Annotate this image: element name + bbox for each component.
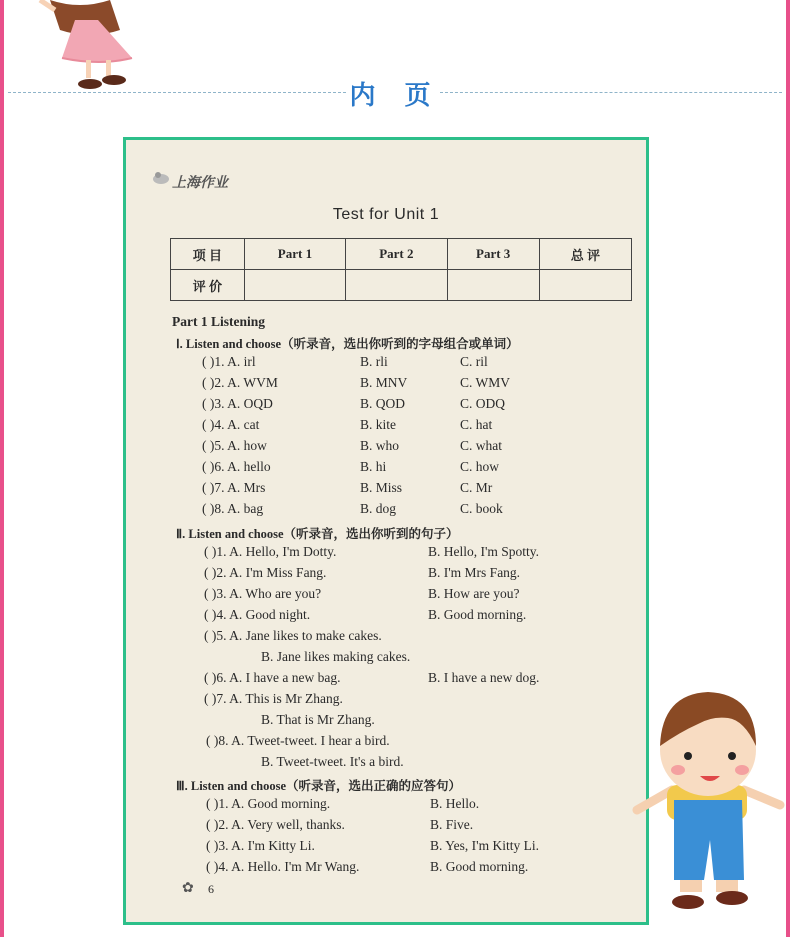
s1-item-4-b: B. kite (360, 417, 396, 432)
s1-item-4-a: ( )4. A. cat (202, 417, 260, 432)
s3-item-3-a: ( )3. A. I'm Kitty Li. (206, 838, 315, 853)
s1-item-4-c: C. hat (460, 417, 493, 432)
s2-item-1-b: B. Hello, I'm Spotty. (428, 544, 540, 559)
s1-item-5-a: ( )5. A. how (202, 438, 267, 453)
s3-item-4-a: ( )4. A. Hello. I'm Mr Wang. (206, 859, 360, 874)
eval-cell[interactable] (539, 270, 631, 301)
eval-header-part2: Part 2 (346, 239, 447, 270)
s1-item-7-a: ( )7. A. Mrs (202, 480, 266, 495)
s2-item-8-a: ( )8. A. Tweet-tweet. I hear a bird. (206, 733, 390, 748)
eval-header-total: 总 评 (539, 239, 631, 270)
s1-item-3-a: ( )3. A. OQD (202, 396, 273, 411)
eval-cell[interactable] (244, 270, 345, 301)
girl-illustration (20, 0, 150, 95)
header-divider-right (440, 92, 782, 93)
eval-header-part1: Part 1 (244, 239, 345, 270)
s1-item-1-c: C. ril (460, 354, 488, 369)
s1-item-5-c: C. what (460, 438, 502, 453)
s3-item-3-b: B. Yes, I'm Kitty Li. (430, 838, 539, 853)
part1-heading: Part 1 Listening (172, 314, 265, 329)
s2-item-7-b: B. That is Mr Zhang. (261, 712, 375, 727)
s2-item-4-a: ( )4. A. Good night. (204, 607, 311, 622)
s1-item-2-b: B. MNV (360, 375, 408, 390)
s2-item-5-a: ( )5. A. Jane likes to make cakes. (204, 628, 382, 643)
s2-item-5-b: B. Jane likes making cakes. (261, 649, 411, 664)
s2-item-6-a: ( )6. A. I have a new bag. (204, 670, 341, 685)
s2-item-8-b: B. Tweet-tweet. It's a bird. (261, 754, 404, 769)
brand-name: 上海作业 (172, 176, 228, 191)
brand-logo-icon (152, 170, 170, 184)
page-number: 6 (208, 882, 214, 896)
test-title: Test for Unit 1 (332, 206, 440, 223)
section-title: 内 页 (349, 81, 441, 111)
s1-item-3-c: C. ODQ (460, 396, 506, 411)
s1-item-2-c: C. WMV (460, 375, 511, 390)
s2-item-3-a: ( )3. A. Who are you? (204, 586, 322, 601)
left-border (0, 0, 4, 937)
eval-cell[interactable] (346, 270, 447, 301)
s2-item-7-a: ( )7. A. This is Mr Zhang. (204, 691, 343, 706)
header-divider-left (8, 92, 346, 93)
s2-item-1-a: ( )1. A. Hello, I'm Dotty. (204, 544, 337, 559)
s2-item-3-b: B. How are you? (428, 586, 520, 601)
s3-item-2-a: ( )2. A. Very well, thanks. (206, 817, 345, 832)
s1-item-8-a: ( )8. A. bag (202, 501, 264, 516)
s3-item-1-a: ( )1. A. Good morning. (206, 796, 331, 811)
eval-cell[interactable] (447, 270, 539, 301)
s1-item-1-a: ( )1. A. irl (202, 354, 256, 369)
worksheet-page (126, 140, 646, 922)
s1-item-8-c: C. book (460, 501, 503, 516)
s1-item-6-b: B. hi (360, 459, 387, 474)
s1-item-6-a: ( )6. A. hello (202, 459, 271, 474)
s2-item-6-b: B. I have a new dog. (428, 670, 540, 685)
s3-item-4-b: B. Good morning. (430, 859, 529, 874)
evaluation-table (170, 238, 632, 301)
s2-item-2-a: ( )2. A. I'm Miss Fang. (204, 565, 327, 580)
s3-item-1-b: B. Hello. (430, 796, 480, 811)
boy-illustration (632, 680, 787, 920)
section2-heading: Ⅱ. Listen and choose（听录音，选出你听到的句子） (176, 527, 459, 541)
s1-item-8-b: B. dog (360, 501, 397, 516)
paw-icon: ✿ (182, 881, 194, 896)
eval-row-label: 评 价 (171, 270, 245, 301)
worksheet-frame (123, 137, 649, 925)
s1-item-7-b: B. Miss (360, 480, 403, 495)
s1-item-7-c: C. Mr (460, 480, 493, 495)
s1-item-6-c: C. how (460, 459, 500, 474)
s2-item-4-b: B. Good morning. (428, 607, 527, 622)
section3-heading: Ⅲ. Listen and choose（听录音，选出正确的应答句） (176, 779, 462, 793)
eval-header-part3: Part 3 (447, 239, 539, 270)
s1-item-1-b: B. rli (360, 354, 388, 369)
s2-item-2-b: B. I'm Mrs Fang. (428, 565, 521, 580)
s1-item-2-a: ( )2. A. WVM (202, 375, 278, 390)
eval-header-item: 项 目 (171, 239, 245, 270)
s3-item-2-b: B. Five. (430, 817, 474, 832)
s1-item-5-b: B. who (360, 438, 400, 453)
s1-item-3-b: B. QOD (360, 396, 406, 411)
section1-heading: Ⅰ. Listen and choose（听录音，选出你听到的字母组合或单词） (176, 337, 519, 351)
